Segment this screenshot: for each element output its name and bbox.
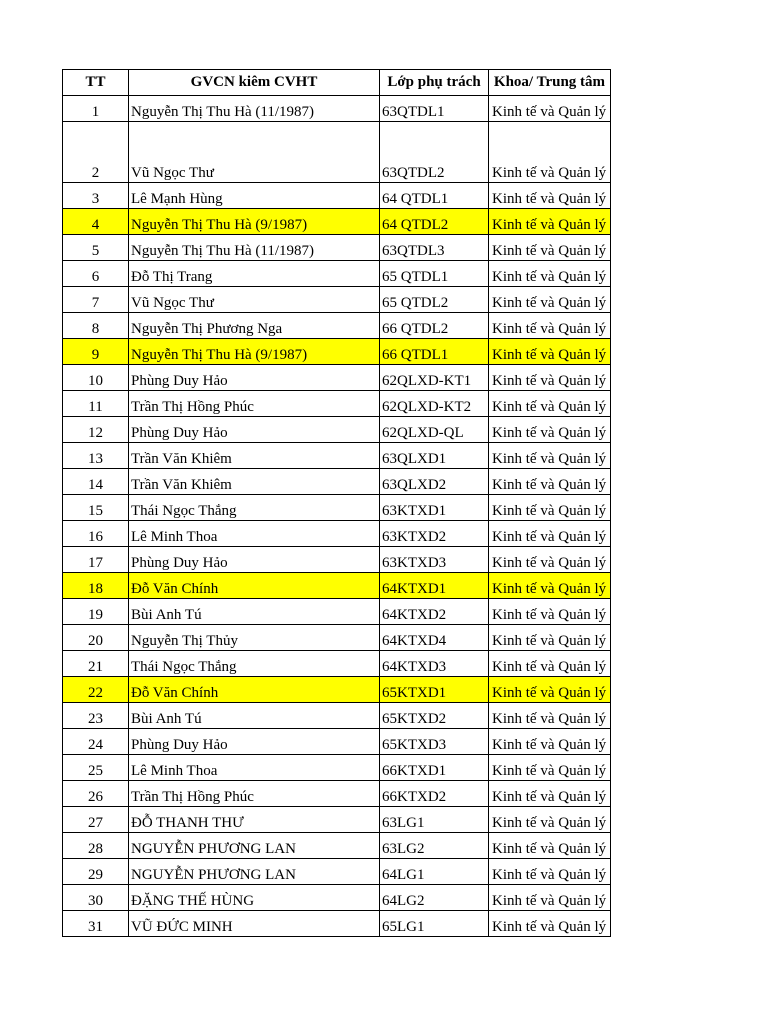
- cell-dept: Kinh tế và Quản lý: [489, 209, 611, 235]
- cell-class: 64 QTDL1: [380, 183, 489, 209]
- table-row: [63, 547, 611, 573]
- cell-class: 63KTXD2: [380, 521, 489, 547]
- cell-dept: Kinh tế và Quản lý: [489, 547, 611, 573]
- table-row: [63, 521, 611, 547]
- table-row: [63, 625, 611, 651]
- cell-name: Nguyễn Thị Phương Nga: [129, 313, 380, 339]
- cell-tt: 23: [63, 703, 129, 729]
- table-row: [63, 391, 611, 417]
- cell-tt: 10: [63, 365, 129, 391]
- cell-tt: 7: [63, 287, 129, 313]
- cell-name: Nguyễn Thị Thu Hà (9/1987): [129, 339, 380, 365]
- cell-tt: 13: [63, 443, 129, 469]
- cell-tt: 31: [63, 911, 129, 937]
- cell-tt: 2: [63, 122, 129, 183]
- cell-name: Lê Minh Thoa: [129, 755, 380, 781]
- cell-class: 62QLXD-KT1: [380, 365, 489, 391]
- table-row: [63, 885, 611, 911]
- cell-class: 65 QTDL2: [380, 287, 489, 313]
- cell-tt: 8: [63, 313, 129, 339]
- table-row: [63, 443, 611, 469]
- cell-class: 64LG1: [380, 859, 489, 885]
- cell-name: Phùng Duy Hảo: [129, 729, 380, 755]
- cell-name: Trần Thị Hồng Phúc: [129, 391, 380, 417]
- cell-name: Phùng Duy Hảo: [129, 365, 380, 391]
- cell-class: 64KTXD3: [380, 651, 489, 677]
- cell-name: Trần Văn Khiêm: [129, 443, 380, 469]
- cell-dept: Kinh tế và Quản lý: [489, 599, 611, 625]
- cell-dept: Kinh tế và Quản lý: [489, 521, 611, 547]
- cell-name: Nguyễn Thị Thu Hà (9/1987): [129, 209, 380, 235]
- cell-class: 66KTXD2: [380, 781, 489, 807]
- cell-name: NGUYỄN PHƯƠNG LAN: [129, 833, 380, 859]
- header-class: Lớp phụ trách: [380, 70, 489, 96]
- cell-class: 62QLXD-KT2: [380, 391, 489, 417]
- cell-tt: 5: [63, 235, 129, 261]
- table-row: [63, 677, 611, 703]
- cell-dept: Kinh tế và Quản lý: [489, 781, 611, 807]
- cell-name: Vũ Ngọc Thư: [129, 287, 380, 313]
- cell-class: 63QTDL3: [380, 235, 489, 261]
- cell-name: Phùng Duy Hảo: [129, 547, 380, 573]
- cell-tt: 1: [63, 96, 129, 122]
- cell-dept: Kinh tế và Quản lý: [489, 495, 611, 521]
- cell-tt: 16: [63, 521, 129, 547]
- cell-tt: 3: [63, 183, 129, 209]
- cell-dept: Kinh tế và Quản lý: [489, 859, 611, 885]
- cell-dept: Kinh tế và Quản lý: [489, 287, 611, 313]
- cell-class: 64KTXD4: [380, 625, 489, 651]
- cell-name: ĐỖ THANH THƯ: [129, 807, 380, 833]
- cell-tt: 12: [63, 417, 129, 443]
- cell-dept: Kinh tế và Quản lý: [489, 833, 611, 859]
- cell-name: Bùi Anh Tú: [129, 599, 380, 625]
- cell-class: 66 QTDL2: [380, 313, 489, 339]
- cell-tt: 22: [63, 677, 129, 703]
- cell-dept: Kinh tế và Quản lý: [489, 313, 611, 339]
- table-row: [63, 261, 611, 287]
- table-row: [63, 651, 611, 677]
- cell-name: Nguyễn Thị Thu Hà (11/1987): [129, 235, 380, 261]
- table-row: [63, 807, 611, 833]
- cell-dept: Kinh tế và Quản lý: [489, 391, 611, 417]
- table-row: [63, 573, 611, 599]
- cell-dept: Kinh tế và Quản lý: [489, 96, 611, 122]
- cell-tt: 4: [63, 209, 129, 235]
- table-row: [63, 911, 611, 937]
- cell-name: VŨ ĐỨC MINH: [129, 911, 380, 937]
- cell-class: 63LG2: [380, 833, 489, 859]
- cell-tt: 28: [63, 833, 129, 859]
- table-row: [63, 703, 611, 729]
- cell-class: 64KTXD1: [380, 573, 489, 599]
- cell-name: Vũ Ngọc Thư: [129, 122, 380, 183]
- table-row: [63, 495, 611, 521]
- cell-dept: Kinh tế và Quản lý: [489, 703, 611, 729]
- cell-class: 62QLXD-QL: [380, 417, 489, 443]
- cell-class: 65KTXD2: [380, 703, 489, 729]
- cell-class: 66 QTDL1: [380, 339, 489, 365]
- cell-tt: 17: [63, 547, 129, 573]
- cell-dept: Kinh tế và Quản lý: [489, 729, 611, 755]
- cell-dept: Kinh tế và Quản lý: [489, 443, 611, 469]
- cell-class: 63KTXD1: [380, 495, 489, 521]
- cell-name: Thái Ngọc Thắng: [129, 495, 380, 521]
- cell-class: 66KTXD1: [380, 755, 489, 781]
- table-row: [63, 469, 611, 495]
- cell-tt: 29: [63, 859, 129, 885]
- cell-class: 65LG1: [380, 911, 489, 937]
- cell-name: Nguyễn Thị Thủy: [129, 625, 380, 651]
- table-row: [63, 183, 611, 209]
- cell-dept: Kinh tế và Quản lý: [489, 183, 611, 209]
- cell-name: Trần Văn Khiêm: [129, 469, 380, 495]
- cell-name: Bùi Anh Tú: [129, 703, 380, 729]
- cell-dept: Kinh tế và Quản lý: [489, 885, 611, 911]
- cell-name: Thái Ngọc Thắng: [129, 651, 380, 677]
- table-row: [63, 833, 611, 859]
- cell-tt: 21: [63, 651, 129, 677]
- header-row: [63, 70, 611, 96]
- advisor-table: [62, 69, 611, 937]
- cell-dept: Kinh tế và Quản lý: [489, 911, 611, 937]
- table-row: [63, 781, 611, 807]
- cell-tt: 30: [63, 885, 129, 911]
- table-row: [63, 859, 611, 885]
- cell-name: NGUYỄN PHƯƠNG LAN: [129, 859, 380, 885]
- cell-dept: Kinh tế và Quản lý: [489, 573, 611, 599]
- cell-tt: 6: [63, 261, 129, 287]
- cell-tt: 11: [63, 391, 129, 417]
- cell-dept: Kinh tế và Quản lý: [489, 122, 611, 183]
- table-row: [63, 287, 611, 313]
- cell-tt: 18: [63, 573, 129, 599]
- cell-class: 63QLXD2: [380, 469, 489, 495]
- cell-tt: 25: [63, 755, 129, 781]
- table-row: [63, 755, 611, 781]
- cell-class: 63QTDL2: [380, 122, 489, 183]
- cell-tt: 15: [63, 495, 129, 521]
- cell-dept: Kinh tế và Quản lý: [489, 339, 611, 365]
- cell-class: 64 QTDL2: [380, 209, 489, 235]
- cell-dept: Kinh tế và Quản lý: [489, 755, 611, 781]
- cell-name: Đỗ Văn Chính: [129, 573, 380, 599]
- cell-class: 64LG2: [380, 885, 489, 911]
- cell-class: 65 QTDL1: [380, 261, 489, 287]
- cell-dept: Kinh tế và Quản lý: [489, 417, 611, 443]
- cell-dept: Kinh tế và Quản lý: [489, 625, 611, 651]
- cell-tt: 14: [63, 469, 129, 495]
- table-row: [63, 339, 611, 365]
- cell-tt: 24: [63, 729, 129, 755]
- table-row: [63, 365, 611, 391]
- cell-dept: Kinh tế và Quản lý: [489, 651, 611, 677]
- table-row: [63, 122, 611, 183]
- cell-class: 64KTXD2: [380, 599, 489, 625]
- cell-tt: 26: [63, 781, 129, 807]
- table-row: [63, 729, 611, 755]
- header-dept: Khoa/ Trung tâm: [489, 70, 611, 96]
- table-row: [63, 417, 611, 443]
- cell-dept: Kinh tế và Quản lý: [489, 365, 611, 391]
- cell-dept: Kinh tế và Quản lý: [489, 807, 611, 833]
- cell-name: ĐẶNG THẾ HÙNG: [129, 885, 380, 911]
- table-row: [63, 209, 611, 235]
- cell-class: 63LG1: [380, 807, 489, 833]
- table-header: [63, 70, 611, 96]
- cell-dept: Kinh tế và Quản lý: [489, 235, 611, 261]
- header-tt: TT: [63, 70, 129, 96]
- cell-name: Đỗ Thị Trang: [129, 261, 380, 287]
- cell-name: Lê Minh Thoa: [129, 521, 380, 547]
- table-row: [63, 96, 611, 122]
- cell-tt: 27: [63, 807, 129, 833]
- table-row: [63, 599, 611, 625]
- cell-class: 63KTXD3: [380, 547, 489, 573]
- cell-name: Đỗ Văn Chính: [129, 677, 380, 703]
- cell-tt: 19: [63, 599, 129, 625]
- header-name: GVCN kiêm CVHT: [129, 70, 380, 96]
- cell-class: 65KTXD1: [380, 677, 489, 703]
- table-row: [63, 235, 611, 261]
- cell-name: Nguyễn Thị Thu Hà (11/1987): [129, 96, 380, 122]
- cell-name: Lê Mạnh Hùng: [129, 183, 380, 209]
- table-row: [63, 313, 611, 339]
- cell-name: Trần Thị Hồng Phúc: [129, 781, 380, 807]
- cell-dept: Kinh tế và Quản lý: [489, 261, 611, 287]
- cell-dept: Kinh tế và Quản lý: [489, 677, 611, 703]
- cell-name: Phùng Duy Hảo: [129, 417, 380, 443]
- table-body: [63, 96, 611, 937]
- cell-tt: 20: [63, 625, 129, 651]
- cell-class: 63QTDL1: [380, 96, 489, 122]
- cell-class: 63QLXD1: [380, 443, 489, 469]
- cell-tt: 9: [63, 339, 129, 365]
- cell-class: 65KTXD3: [380, 729, 489, 755]
- cell-dept: Kinh tế và Quản lý: [489, 469, 611, 495]
